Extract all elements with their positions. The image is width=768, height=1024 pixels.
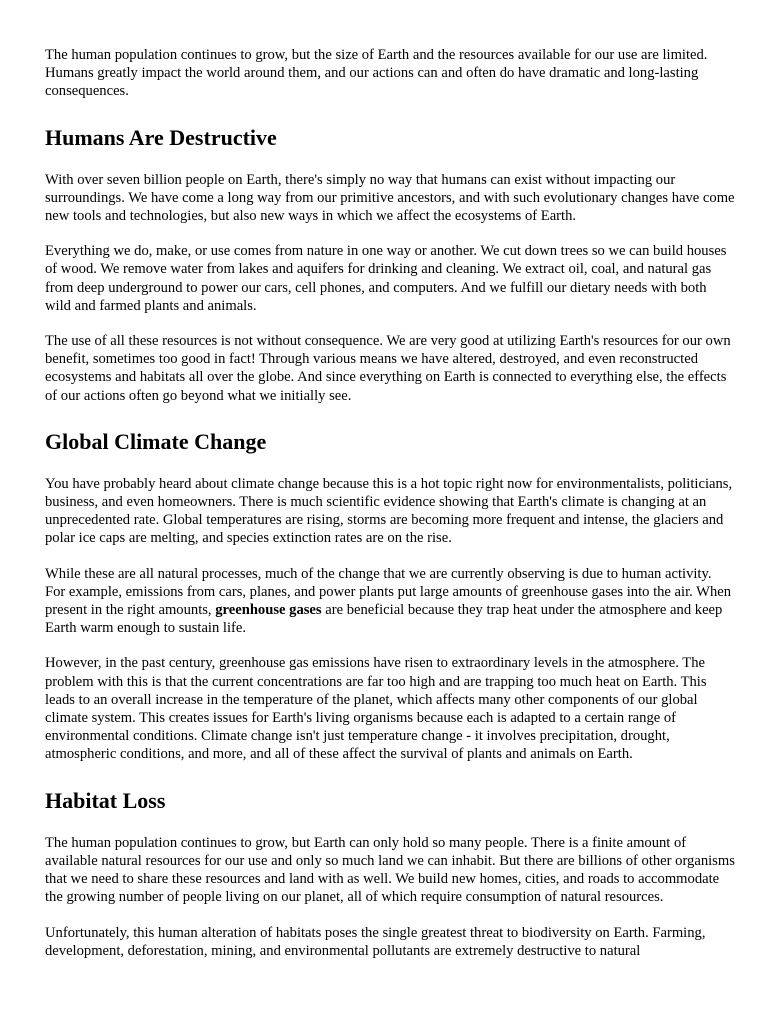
- climate-paragraph-1: You have probably heard about climate change because this is a hot topic right now for environmentalists, politicians, business, and even homeowners. There is much scientific evidence showing that Earth's climate is changing at an unprecedented rate. Global temperatures are rising, storms are becoming more frequent and intense, the glaciers and polar ice caps are melting, and species extinction rates are on the rise.: [45, 475, 733, 547]
- heading-humans-are-destructive: Humans Are Destructive: [45, 124, 277, 150]
- intro-paragraph: The human population continues to grow, but the size of Earth and the resources available for our use are limited. Humans greatly impact the world around them, and our actions can and often do have dramatic and long-lasting consequences.: [45, 47, 708, 100]
- climate-paragraph-3: However, in the past century, greenhouse gas emissions have risen to extraordinary levels in the atmosphere. The problem with this is that the current concentrations are far too high and are trapping too much heat on Earth. This leads to an overall increase in the temperature of the planet, which affects many other components of our global climate system. This creates issues for Earth's living organisms because each is adapted to a certain range of environmental conditions. Climate change isn't just temperature change - it involves precipitation, drought, atmospheric conditions, and more, and all of these affect the survival of plants and animals on Earth.: [45, 655, 707, 763]
- document-page: [45, 46, 735, 977]
- climate-paragraph-2: [45, 565, 735, 638]
- destructive-paragraph-1: With over seven billion people on Earth, there's simply no way that humans can exist without impacting our surroundings. We have come a long way from our primitive ancestors, and with such evolutionary changes have come new tools and technologies, but also new ways in which we affect the ecosystems of Earth.: [45, 171, 735, 225]
- climate-paragraph-2-text-b: are beneficial because they trap heat under the atmosphere and keep Earth warm enough to sustain life.: [45, 602, 723, 637]
- heading-habitat-loss: Habitat Loss: [45, 787, 166, 813]
- climate-paragraph-2-text-a: While these are all natural processes, much of the change that we are currently observing is due to human activity. For example, emissions from cars, planes, and power plants put large amounts of greenhouse gases into the air. When present in the right amounts,: [45, 565, 732, 619]
- habitat-paragraph-1: The human population continues to grow, but Earth can only hold so many people. There is a finite amount of available natural resources for our use and only so much land we can inhabit. But there are billions of other organisms that we need to share these resources and land with as well. We build new homes, cities, and roads to accommodate the growing number of people living on our planet, all of which require consumption of natural resources.: [45, 834, 735, 906]
- heading-global-climate-change: Global Climate Change: [45, 428, 267, 454]
- destructive-paragraph-3: The use of all these resources is not without consequence. We are very good at utilizing Earth's resources for our own benefit, sometimes too good in fact! Through various means we have altered, destroyed, and even reconstructed ecosystems and habitats all over the globe. And since everything on Earth is connected to everything else, the effects of our actions often go beyond what we initially see.: [45, 333, 731, 404]
- destructive-paragraph-2: Everything we do, make, or use comes from nature in one way or another. We cut down trees so we can build houses of wood. We remove water from lakes and aquifers for drinking and cleaning. We extract oil, coal, and natural gas from deep underground to power our cars, cell phones, and computers. And we fulfill our dietary needs with both wild and farmed plants and animals.: [45, 243, 727, 314]
- habitat-paragraph-2: Unfortunately, this human alteration of habitats poses the single greatest threat to biodiversity on Earth. Farming, development, deforestation, mining, and environmental pollutants are extremely destructive to natural: [45, 924, 706, 959]
- greenhouse-gases-term: greenhouse gases: [215, 602, 322, 619]
